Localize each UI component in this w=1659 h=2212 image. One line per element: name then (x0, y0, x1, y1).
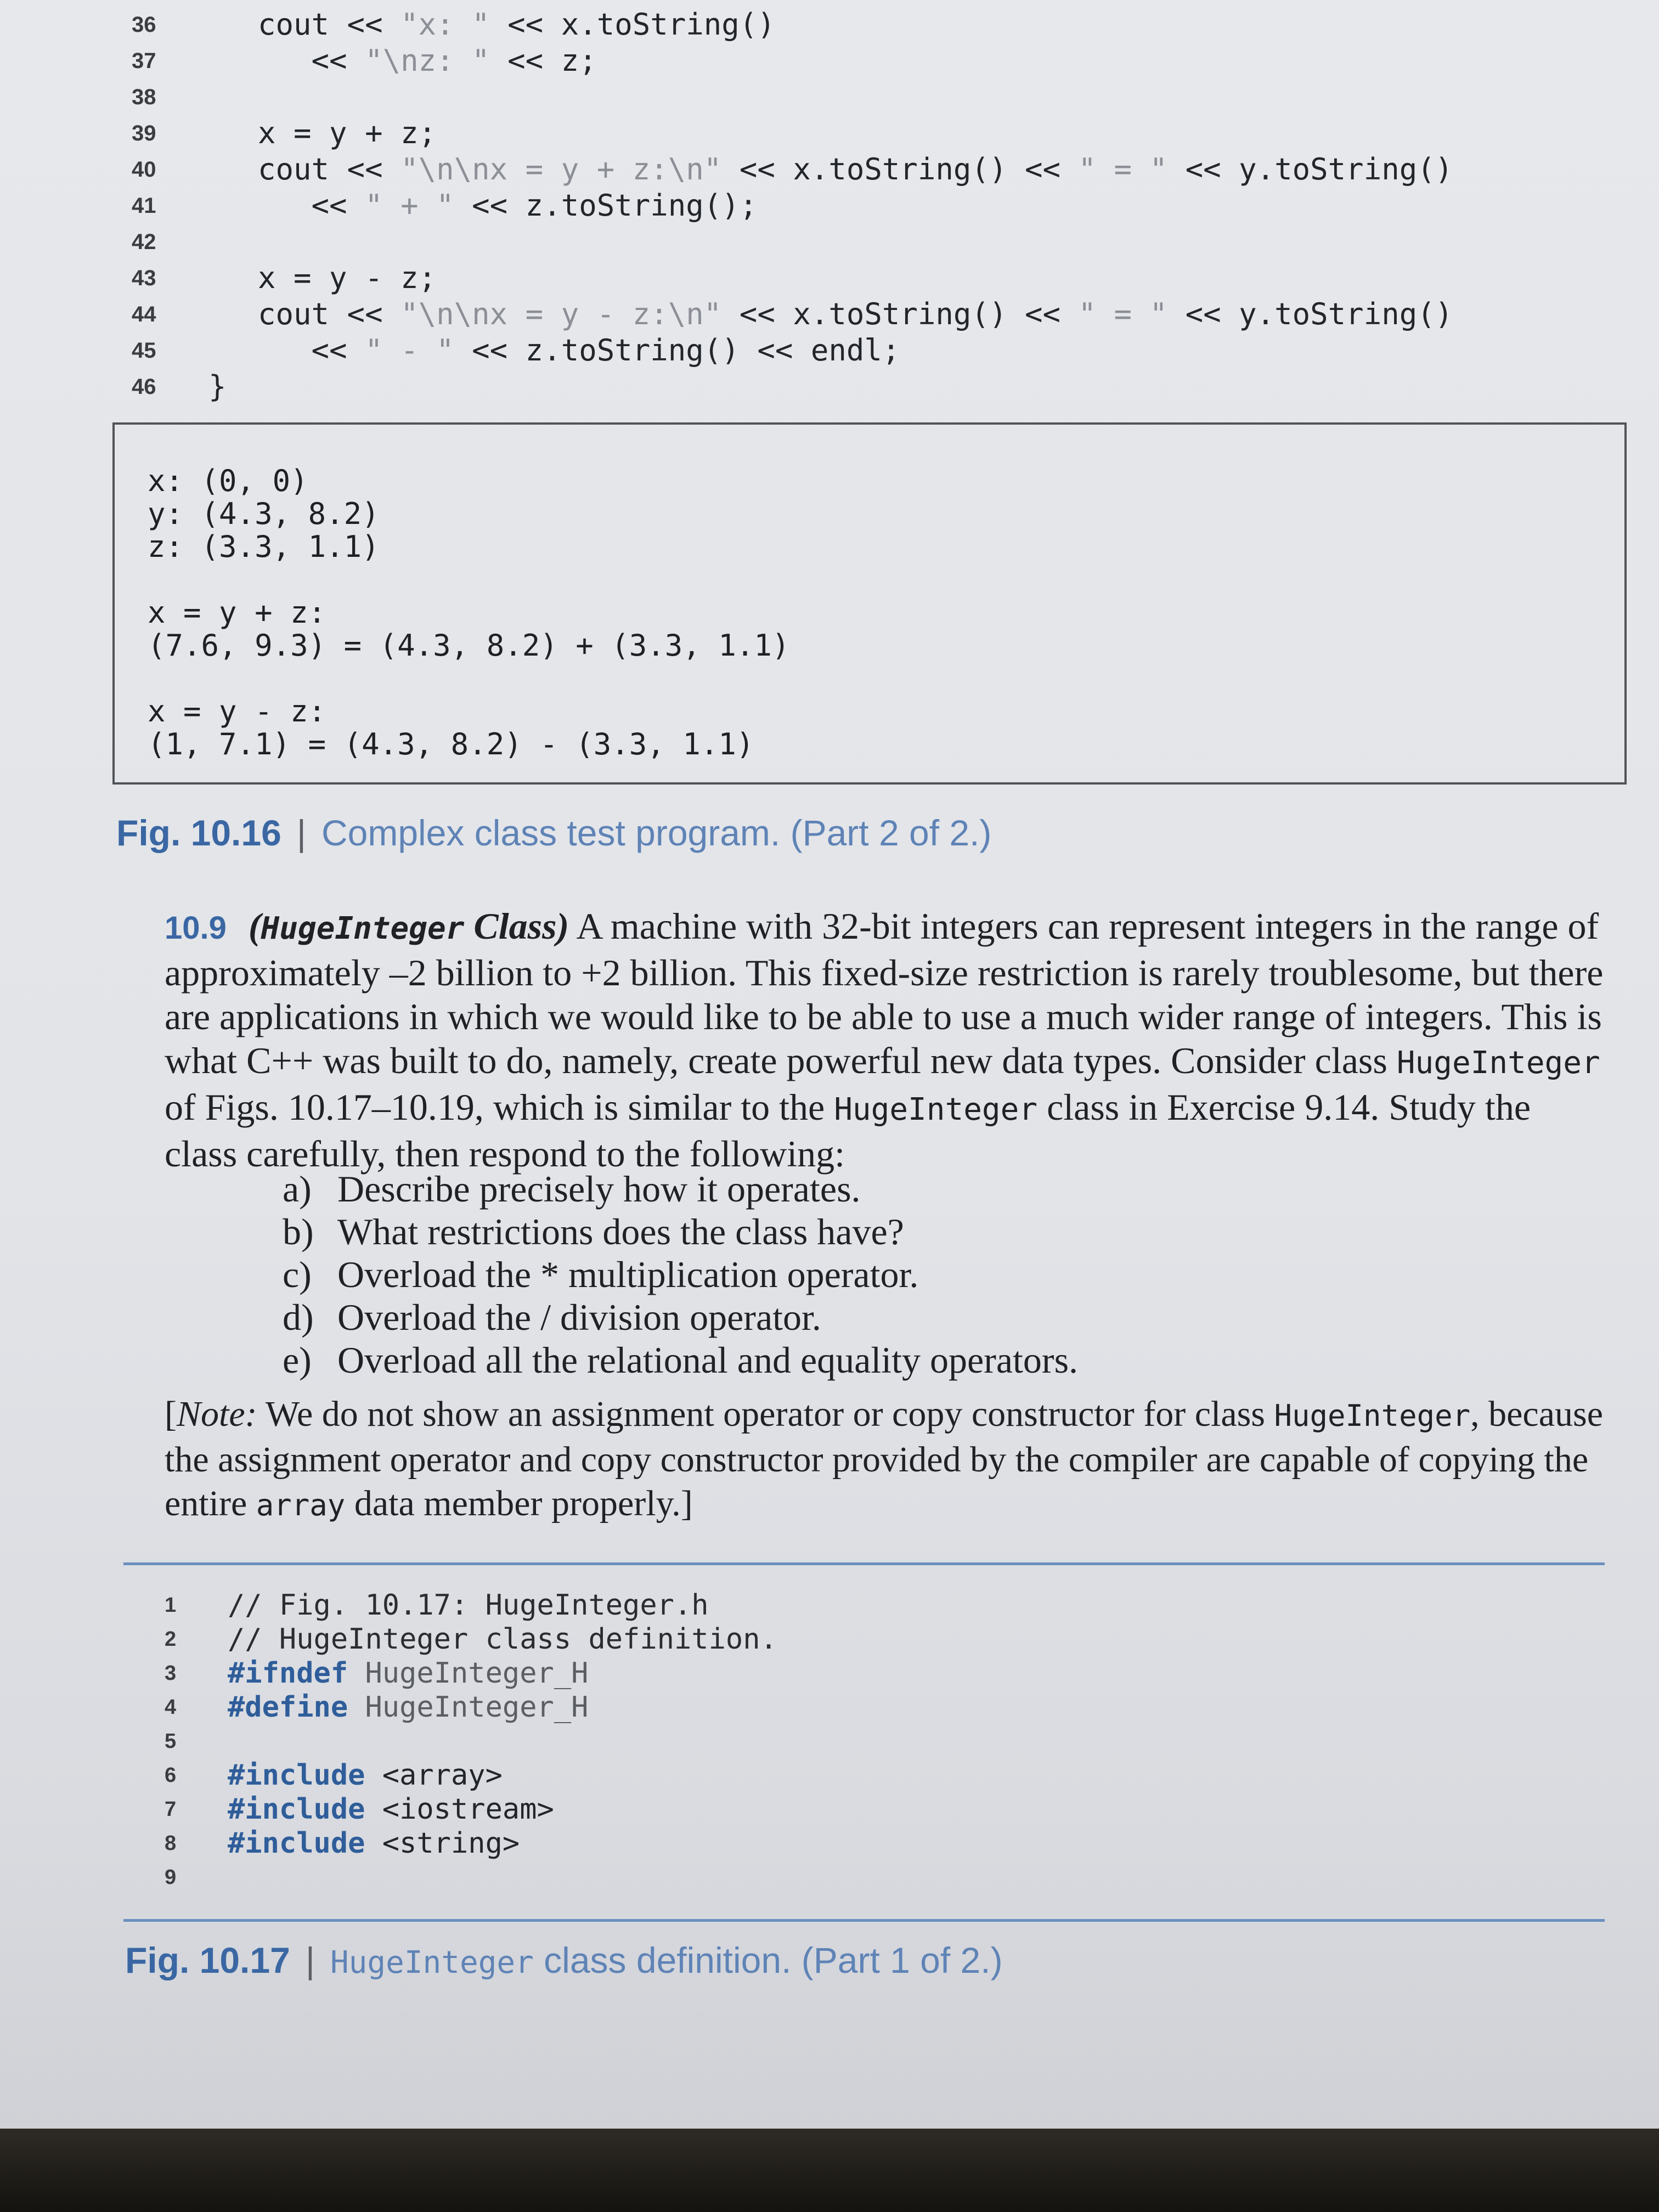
code-line (0, 1622, 1591, 1656)
question-label: b) (283, 1211, 314, 1252)
exercise-question (283, 1167, 1078, 1210)
code-text: << " - " << z.toString() << endl; (258, 333, 900, 368)
figure-description: Complex class test program. (Part 2 of 2.) (321, 812, 992, 853)
code-line (0, 1758, 1591, 1792)
code-text: #include <array> (228, 1759, 503, 1792)
question-text: Overload the * multiplication operator. (337, 1254, 919, 1295)
code-text: cout << "\n\nx = y + z:\n" << x.toString() << " = " << y.toString() (258, 152, 1453, 187)
code-line (0, 332, 1591, 369)
figure-description-code: HugeInteger (330, 1945, 534, 1980)
output-line: (7.6, 9.3) = (4.3, 8.2) + (3.3, 1.1) (148, 628, 790, 663)
line-number: 6 (165, 1764, 177, 1787)
code-text: #include <string> (228, 1827, 520, 1860)
line-number: 3 (165, 1662, 177, 1685)
line-number: 38 (132, 85, 156, 109)
code-line (0, 1690, 1591, 1724)
line-number: 36 (132, 13, 156, 37)
code-text: << " + " << z.toString(); (258, 188, 758, 223)
question-label: c) (283, 1254, 312, 1295)
question-text: Describe precisely how it operates. (337, 1168, 861, 1210)
code-text: } (208, 369, 227, 404)
output-line: z: (3.3, 1.1) (148, 529, 380, 564)
line-number: 37 (132, 49, 156, 73)
line-number: 8 (165, 1832, 177, 1855)
listing-bottom-rule (123, 1919, 1605, 1922)
code-text: #ifndef HugeInteger_H (228, 1657, 589, 1690)
line-number: 43 (132, 266, 156, 290)
exercise-question (283, 1210, 1078, 1253)
question-label: d) (283, 1296, 314, 1338)
code-line (0, 1656, 1591, 1690)
code-line (0, 224, 1591, 260)
code-line (0, 260, 1591, 296)
code-text: x = y + z; (258, 116, 437, 150)
line-number: 5 (165, 1730, 177, 1753)
exercise-question (283, 1339, 1078, 1381)
figure-caption-10-17: Fig. 10.17 | HugeInteger class definition. (Part 1 of 2.) (125, 1940, 1003, 1980)
code-line (0, 296, 1591, 332)
code-line (0, 1792, 1591, 1826)
code-text: cout << "x: " << x.toString() (258, 7, 775, 42)
code-line (0, 1724, 1591, 1758)
output-line: (1, 7.1) = (4.3, 8.2) - (3.3, 1.1) (148, 727, 754, 761)
line-number: 9 (165, 1866, 177, 1889)
line-number: 46 (132, 375, 156, 399)
code-text: cout << "\n\nx = y - z:\n" << x.toString() << " = " << y.toString() (258, 297, 1453, 331)
listing-top-rule (123, 1562, 1605, 1565)
line-number: 45 (132, 338, 156, 363)
figure-description: class definition. (Part 1 of 2.) (533, 1940, 1003, 1980)
code-line (0, 151, 1591, 188)
code-line (0, 43, 1591, 79)
question-text: Overload the / division operator. (337, 1296, 821, 1338)
code-line (0, 1826, 1591, 1860)
line-number: 7 (165, 1798, 177, 1821)
line-number: 41 (132, 194, 156, 218)
output-line: x = y + z: (148, 595, 326, 630)
line-number: 1 (165, 1594, 177, 1617)
exercise-question (283, 1253, 1078, 1296)
line-number: 4 (165, 1696, 177, 1719)
output-line: x: (0, 0) (148, 464, 308, 498)
code-text: #define HugeInteger_H (228, 1691, 589, 1724)
line-number: 2 (165, 1628, 177, 1651)
line-number: 42 (132, 230, 156, 254)
code-line (0, 115, 1591, 151)
code-line (0, 1588, 1591, 1622)
output-line: x = y - z: (148, 694, 326, 729)
exercise-10-9-paragraph: 10.9 (HugeInteger Class) A machine with 32-bit integers can represent integers in the range of approximately –2 billion to +2 billion. This fixed-size restriction is rarely troublesome, but there are applications in which we would like to be able to use a much wider range of integers. This is what C++ was built to do, namely, create powerful new data types. Consider class HugeInteger of Figs. 10.17–10.19, which is similar to the HugeInteger class in Exercise 9.14. Study the class carefully, then respond to the following: (165, 905, 1604, 1175)
figure-number: Fig. 10.17 (125, 1940, 290, 1980)
line-number: 44 (132, 302, 156, 326)
question-label: e) (283, 1339, 312, 1381)
line-number: 39 (132, 121, 156, 145)
code-line (0, 79, 1591, 115)
code-line (0, 1860, 1591, 1894)
desk-background (0, 2129, 1659, 2212)
figure-number: Fig. 10.16 (116, 812, 281, 853)
code-line (0, 369, 1591, 405)
code-line (0, 188, 1591, 224)
code-line (0, 7, 1591, 43)
question-text: What restrictions does the class have? (337, 1211, 904, 1252)
exercise-question-list (283, 1167, 1078, 1381)
question-label: a) (283, 1168, 312, 1210)
figure-caption-10-16: Fig. 10.16 | Complex class test program. (Part 2 of 2.) (116, 812, 992, 853)
output-line: y: (4.3, 8.2) (148, 496, 380, 531)
exercise-title: (HugeInteger Class) (248, 905, 569, 947)
exercise-question (283, 1296, 1078, 1339)
code-text: #include <iostream> (228, 1793, 554, 1826)
code-text: x = y - z; (258, 261, 437, 295)
exercise-number: 10.9 (165, 910, 227, 946)
line-number: 40 (132, 157, 156, 182)
code-text: // Fig. 10.17: HugeInteger.h (228, 1589, 709, 1622)
question-text: Overload all the relational and equality operators. (337, 1339, 1079, 1381)
code-text: // HugeInteger class definition. (228, 1623, 777, 1656)
exercise-note: [Note: We do not show an assignment operator or copy constructor for class HugeInteger, because the assignment operator and copy constructor provided by the compiler are capable of copying the entire array data member properly.] (165, 1394, 1603, 1523)
program-output-box (112, 422, 1627, 785)
code-text: << "\nz: " << z; (258, 43, 597, 78)
